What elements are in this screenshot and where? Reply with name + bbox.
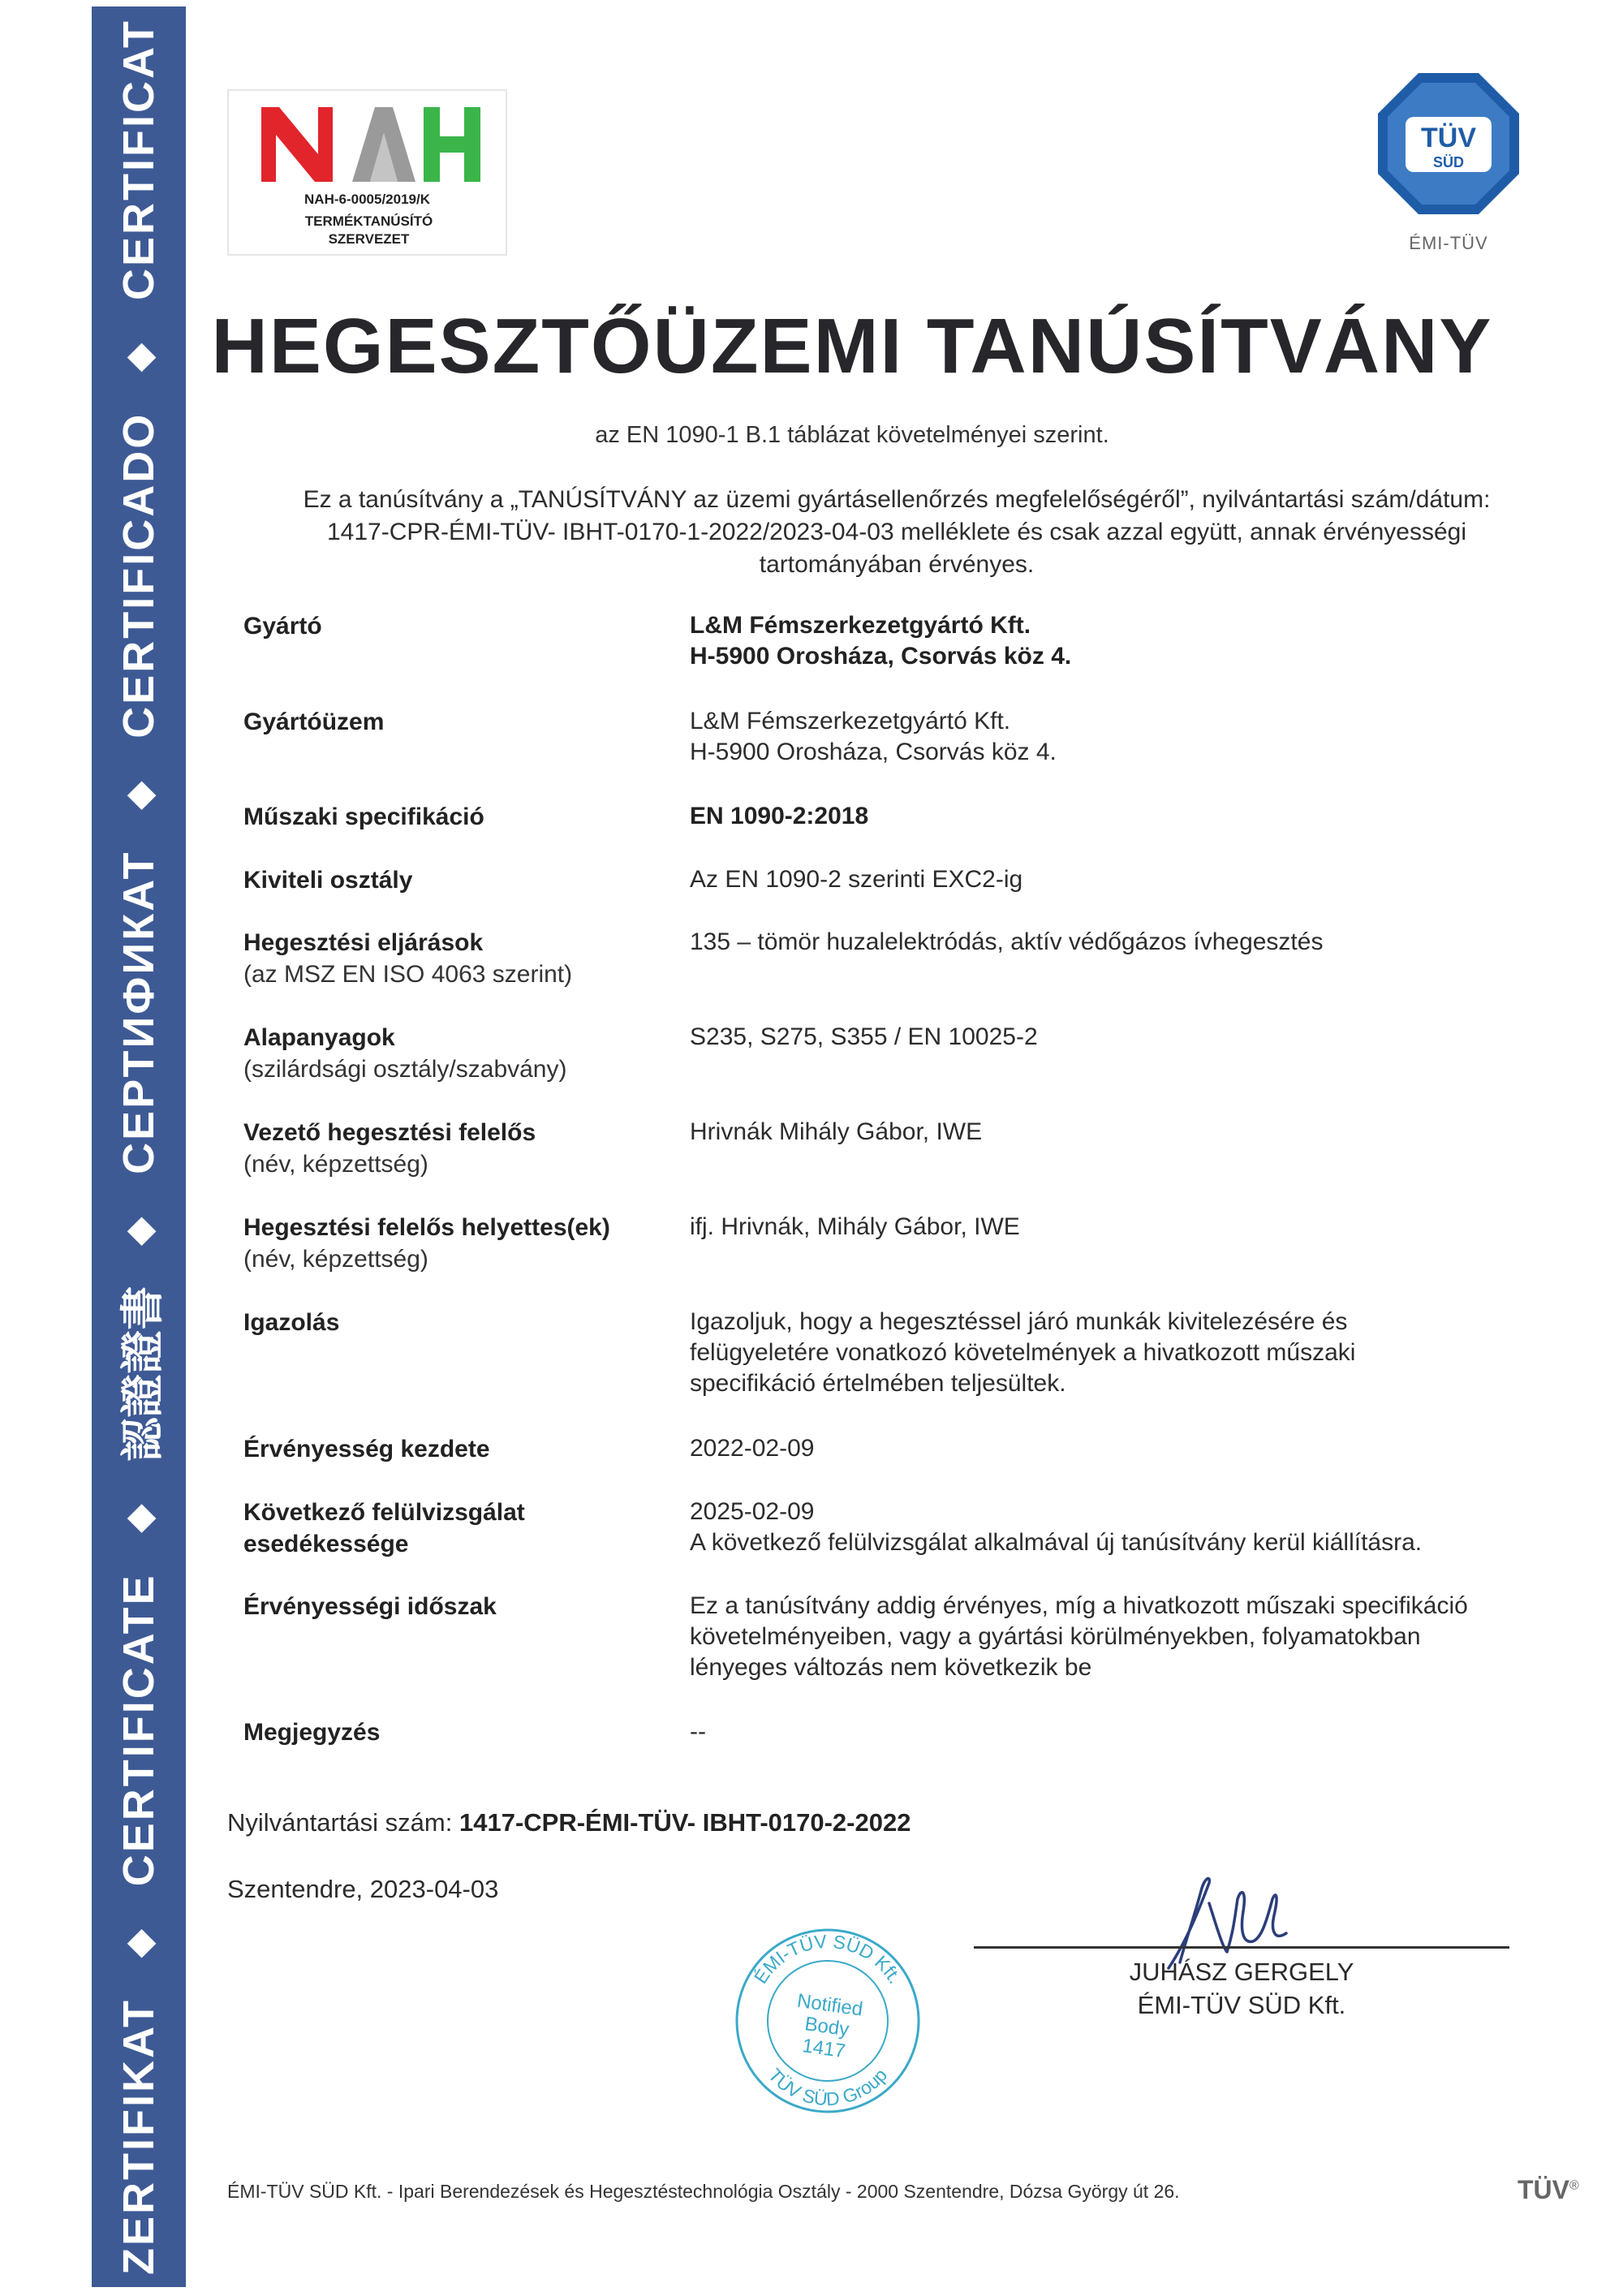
intro-line: 1417-CPR-ÉMI-TÜV- IBHT-0170-1-2022/2023-04-03 melléklete és csak azzal együtt, annak érvényességi <box>326 519 1467 545</box>
place-and-date: Szentendre, 2023-04-03 <box>227 1875 499 1903</box>
field-label: Hegesztési eljárások <box>243 929 484 956</box>
field-value: 2022-02-09 <box>690 1435 815 1462</box>
handwritten-signature <box>1152 1867 1315 1972</box>
field-value: H-5900 Orosháza, Csorvás köz 4. <box>690 739 1057 765</box>
field-label: Következő felülvizsgálat <box>243 1499 525 1526</box>
footer-brand-text: TÜV <box>1518 2175 1569 2204</box>
field-label: Műszaki specifikáció <box>243 803 484 830</box>
field-value: 2025-02-09 <box>690 1498 815 1525</box>
sidebar-word: ZERTIFIKAT <box>114 1998 163 2275</box>
nah-caption-line: TERMÉKTANÚSÍTÓ <box>304 213 433 229</box>
field-label: Gyártóüzem <box>243 709 385 735</box>
field-value: L&M Fémszerkezetgyártó Kft. <box>690 708 1011 734</box>
diamond-icon: ◆ <box>118 779 159 810</box>
field-label: Érvényesség kezdete <box>243 1436 490 1462</box>
registration-number: 1417-CPR-ÉMI-TÜV- IBHT-0170-2-2022 <box>458 1808 911 1837</box>
field-value: Az EN 1090-2 szerinti EXC2-ig <box>690 866 1023 893</box>
field-sublabel: (az MSZ EN ISO 4063 szerint) <box>243 961 573 988</box>
registration-label: Nyilvántartási szám: <box>227 1808 453 1837</box>
signature-line <box>974 1946 1509 1949</box>
field-value: 135 – tömör huzalelektródás, aktív védőgázos ívhegesztés <box>690 928 1324 955</box>
field-value: Igazoljuk, hogy a hegesztéssel járó munkák kivitelezésére és <box>690 1308 1348 1335</box>
field-label: Alapanyagok <box>243 1024 395 1051</box>
intro-line: Ez a tanúsítvány a „TANÚSÍTVÁNY az üzemi gyártásellenőrzés megfelelőségéről”, nyilvántartási szám/dátum: <box>303 486 1491 513</box>
stamp-center-line: Body <box>803 2013 850 2041</box>
stamp-center-line: Notified <box>795 1989 864 2021</box>
field-value: Hrivnák Mihály Gábor, IWE <box>690 1118 983 1145</box>
side-banner-text <box>110 19 167 2275</box>
diamond-icon: ◆ <box>118 1215 159 1246</box>
intro-paragraph <box>211 484 1582 581</box>
field-sublabel: (szilárdsági osztály/szabvány) <box>243 1056 567 1083</box>
intro-line: tartományában érvényes. <box>759 551 1035 578</box>
field-label: Hegesztési felelős helyettes(ek) <box>243 1214 610 1241</box>
field-value: Ez a tanúsítvány addig érvényes, míg a hivatkozott műszaki specifikáció <box>690 1592 1468 1619</box>
field-value: H-5900 Orosháza, Csorvás köz 4. <box>690 643 1072 670</box>
footer-brand <box>1518 2175 1579 2205</box>
document-subtitle: az EN 1090-1 B.1 táblázat követelményei szerint. <box>595 422 1109 448</box>
tuv-mark-text: TÜV <box>1421 123 1476 153</box>
field-sublabel: (név, képzettség) <box>243 1246 428 1273</box>
diamond-icon: ◆ <box>118 1927 159 1958</box>
stamp-center-line: 1417 <box>800 2035 847 2063</box>
nah-logo <box>227 89 507 256</box>
field-sublabel: (név, képzettség) <box>243 1151 428 1178</box>
field-value: EN 1090-2:2018 <box>690 803 869 829</box>
signer-organization: ÉMI-TÜV SÜD Kft. <box>1137 1991 1346 2019</box>
field-value: -- <box>690 1718 706 1745</box>
document-title: HEGESZTŐÜZEMI TANÚSÍTVÁNY <box>211 303 1493 390</box>
sidebar-word: CERTIFICAT <box>114 19 163 301</box>
registration-line <box>227 1808 911 1837</box>
nah-caption <box>278 213 460 248</box>
registered-mark-icon: ® <box>1569 2178 1579 2193</box>
tuv-logo <box>1371 67 1526 261</box>
nah-caption-line: SZERVEZET <box>328 231 410 247</box>
nah-letters-mark <box>261 107 480 182</box>
field-value: felügyeletére vonatkozó követelmények a hivatkozott műszaki <box>690 1339 1356 1366</box>
sidebar-word: 認證證書 <box>118 1286 167 1462</box>
field-value: L&M Fémszerkezetgyártó Kft. <box>690 612 1031 639</box>
field-value: S235, S275, S355 / EN 10025-2 <box>690 1023 1038 1050</box>
sidebar-word: СЕРТИФИКАТ <box>114 850 163 1174</box>
diamond-icon: ◆ <box>118 341 159 372</box>
field-label: esedékessége <box>243 1531 409 1557</box>
tuv-mark-sub: SÜD <box>1432 154 1465 170</box>
footer-address: ÉMI-TÜV SÜD Kft. - Ipari Berendezések és Hegesztéstechnológia Osztály - 2000 Szentendre, Dózsa György út 26. <box>227 2181 1180 2202</box>
sidebar-word: CERTIFICADO <box>114 411 163 739</box>
sidebar-word: CERTIFICATE <box>114 1573 163 1887</box>
field-label: Vezető hegesztési felelős <box>243 1119 536 1146</box>
tuv-octagon-icon <box>1371 67 1526 229</box>
stamp-ring-top: ÉMI-TÜV SÜD Kft. <box>749 1930 906 1988</box>
tuv-caption: ÉMI-TÜV <box>1409 233 1488 253</box>
field-label: Gyártó <box>243 613 322 640</box>
field-value: lényeges változás nem következik be <box>690 1654 1092 1681</box>
field-value: ifj. Hrivnák, Mihály Gábor, IWE <box>690 1213 1020 1240</box>
field-value: specifikáció értelmében teljesültek. <box>690 1370 1066 1397</box>
field-value: A következő felülvizsgálat alkalmával új tanúsítvány kerül kiállításra. <box>690 1529 1423 1556</box>
notified-body-stamp <box>730 1923 925 2118</box>
stamp-ring-bottom: TÜV SÜD Group <box>764 2064 892 2110</box>
field-label: Érvényességi időszak <box>243 1593 497 1620</box>
nah-accreditation-code: NAH-6-0005/2019/K <box>304 192 430 207</box>
diamond-icon: ◆ <box>118 1502 159 1532</box>
field-label: Kiviteli osztály <box>243 867 413 894</box>
signer-name: JUHÁSZ GERGELY <box>1129 1958 1354 1986</box>
side-banner <box>92 6 186 2287</box>
field-label: Igazolás <box>243 1309 340 1336</box>
field-label: Megjegyzés <box>243 1719 381 1746</box>
field-value: követelményeiben, vagy a gyártási körülményekben, folyamatokban <box>690 1623 1421 1650</box>
